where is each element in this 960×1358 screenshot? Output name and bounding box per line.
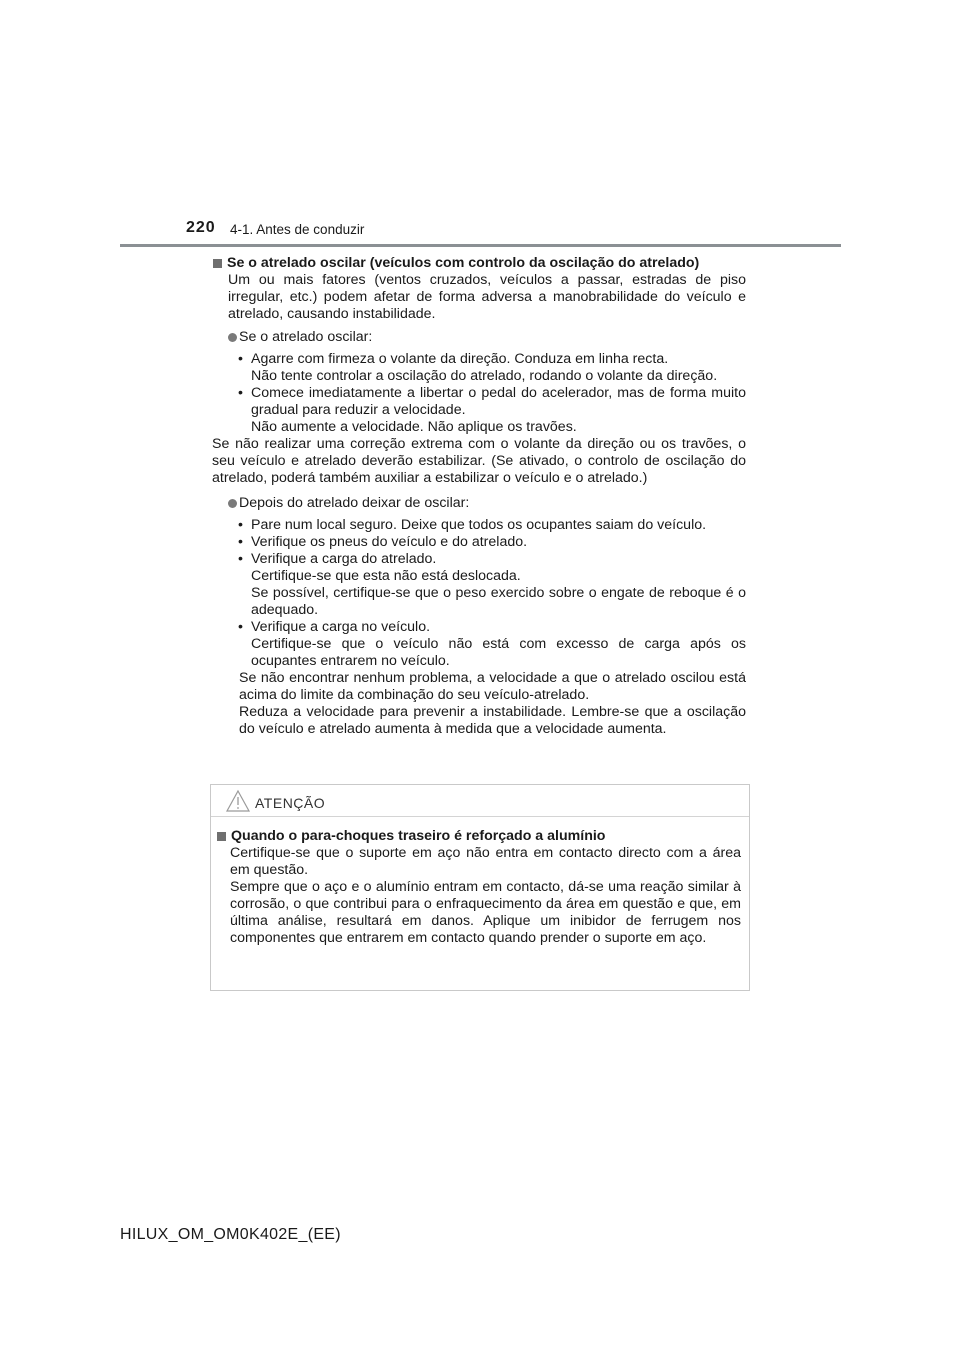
square-bullet-icon [213, 259, 222, 268]
caution-title: ATENÇÃO [255, 795, 326, 811]
list-item: • Verifique a carga no veículo. [238, 619, 431, 635]
list-item: • Verifique a carga do atrelado. [238, 551, 437, 567]
case-heading-text: Se o atrelado oscilar: [239, 329, 373, 345]
round-bullet-icon [228, 499, 237, 508]
caution-heading [216, 828, 741, 845]
square-bullet-icon [217, 832, 226, 841]
list-item: • Verifique os pneus do veículo e do atrelado. [238, 534, 528, 550]
section-title: 4-1. Antes de conduzir [230, 222, 365, 237]
caution-heading-text: Quando o para-choques traseiro é reforçado a alumínio [231, 828, 606, 844]
body-paragraph: Se não encontrar nenhum problema, a velocidade a que o atrelado oscilou está acima do limite da combinação do seu veículo-atrelado. [239, 670, 746, 703]
caution-paragraph: Sempre que o aço e o alumínio entram em contacto, dá-se uma reação similar à corrosão, o que contribui para o enfraquecimento da área em questão e que, em última análise, resultará em danos. Aplique um inibidor de ferrugem nos componentes que entrarem em contacto quando prender o suporte em aço. [230, 879, 741, 946]
bullet-list [212, 351, 746, 436]
section-heading-text: Se o atrelado oscilar (veículos com controlo da oscilação do atrelado) [227, 255, 700, 271]
caution-box [210, 784, 750, 991]
header-divider [120, 244, 841, 247]
page-header [0, 0, 960, 250]
case-heading-text: Depois do atrelado deixar de oscilar: [239, 495, 470, 511]
list-item-continuation: Não tente controlar a oscilação do atrelado, rodando o volante da direção. [251, 368, 718, 384]
main-content [212, 255, 746, 738]
list-item-continuation: Certifique-se que o veículo não está com excesso de carga após os ocupantes entrarem no veículo. [251, 636, 746, 669]
body-paragraph: Se não realizar uma correção extrema com o volante da direção ou os travões, o seu veículo e atrelado deverão estabilizar. (Se ativado, o controlo de oscilação do atrelado, poderá também auxiliar a estabilizar o veículo e o atrelado.) [212, 436, 746, 486]
list-item: • Comece imediatamente a libertar o pedal do acelerador, mas de forma muito gradual para reduzir a velocidade. [238, 385, 746, 418]
list-item: • Pare num local seguro. Deixe que todos os ocupantes saiam do veículo. [238, 517, 707, 533]
page-number: 220 [186, 219, 216, 236]
body-paragraph: Reduza a velocidade para prevenir a instabilidade. Lembre-se que a oscilação do veículo e atrelado aumenta à medida que a velocidade aumenta. [239, 704, 746, 737]
intro-paragraph: Um ou mais fatores (ventos cruzados, veículos a passar, estradas de piso irregular, etc.) podem afetar de forma adversa a manobrabilidade do veículo e atrelado, causando instabilidade. [228, 272, 746, 322]
caution-header [211, 785, 749, 817]
caution-paragraph: Certifique-se que o suporte em aço não entra em contacto directo com a área em questão. [230, 845, 741, 878]
section-heading [212, 255, 746, 272]
warning-triangle-icon [225, 789, 251, 813]
list-item: • Agarre com firmeza o volante da direção. Conduza em linha recta. [238, 351, 669, 367]
case-heading [212, 329, 746, 346]
round-bullet-icon [228, 333, 237, 342]
caution-body [216, 828, 741, 947]
list-item-continuation: Não aumente a velocidade. Não aplique os travões. [251, 419, 577, 435]
document-code: HILUX_OM_OM0K402E_(EE) [120, 1226, 341, 1243]
case-heading [212, 495, 746, 512]
list-item-continuation: Se possível, certifique-se que o peso exercido sobre o engate de reboque é o adequado. [251, 585, 746, 618]
list-item-continuation: Certifique-se que esta não está deslocada. [251, 568, 521, 584]
bullet-list [212, 517, 746, 670]
